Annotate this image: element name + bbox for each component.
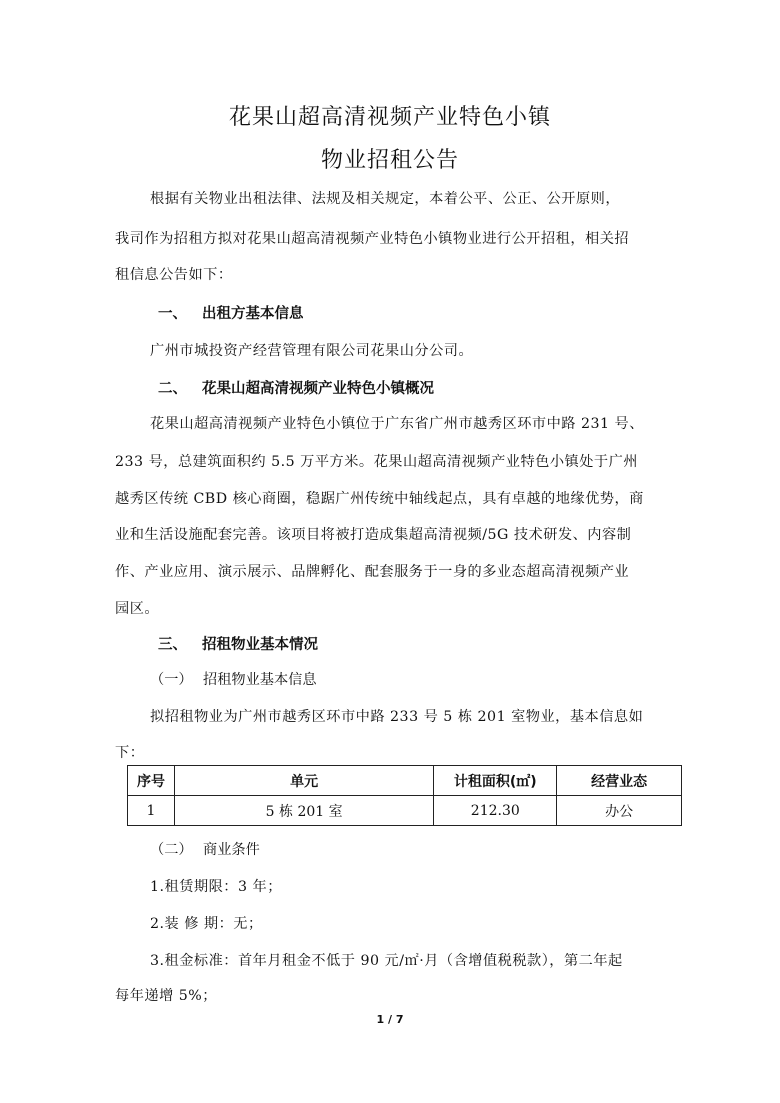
- cell-usage: 办公: [557, 796, 682, 826]
- property-line: 下：: [115, 745, 145, 761]
- overview-line: 作、产业应用、演示展示、品牌孵化、配套服务于一身的多业态超高清视频产业: [115, 564, 630, 580]
- cell-unit: 5 栋 201 室: [174, 796, 433, 826]
- subsection-number: （二）: [150, 842, 193, 858]
- term-item: 1.租赁期限：3 年；: [150, 879, 282, 895]
- doc-title-line1: 花果山超高清视频产业特色小镇: [228, 105, 551, 130]
- table-row: [128, 796, 682, 826]
- property-table: [127, 765, 682, 826]
- property-line: 拟招租物业为广州市越秀区环市中路 233 号 5 栋 201 室物业，基本信息如: [150, 709, 644, 725]
- overview-line: 业和生活设施配套完善。该项目将被打造成集超高清视频/5G 技术研发、内容制: [115, 527, 632, 543]
- section-heading-1: [158, 302, 304, 323]
- overview-line: 园区。: [115, 601, 160, 617]
- cell-area: 212.30: [434, 796, 557, 826]
- subsection-heading-2: [150, 839, 260, 859]
- section-title: 花果山超高清视频产业特色小镇概况: [202, 381, 434, 397]
- overview-line: 花果山超高清视频产业特色小镇位于广东省广州市越秀区环市中路 231 号、: [150, 416, 644, 432]
- cell-index: 1: [128, 796, 175, 826]
- subsection-heading-1: [150, 669, 317, 689]
- section-number: 二、: [158, 381, 187, 397]
- term-item: 3.租金标准：首年月租金不低于 90 元/㎡·月（含增值税税款），第二年起: [150, 953, 623, 969]
- section-heading-3: [158, 633, 318, 654]
- doc-title-line2: 物业招租公告: [320, 148, 459, 173]
- section-heading-2: [158, 377, 434, 398]
- col-header-unit: 单元: [174, 766, 433, 796]
- section-number: 一、: [158, 306, 187, 322]
- page-number: 1 / 7: [376, 1013, 404, 1026]
- term-item-continuation: 每年递增 5%；: [115, 988, 217, 1004]
- subsection-number: （一）: [150, 672, 193, 688]
- subsection-title: 商业条件: [203, 842, 260, 858]
- overview-line: 233 号，总建筑面积约 5.5 万平方米。花果山超高清视频产业特色小镇处于广州: [115, 454, 638, 470]
- section-title: 招租物业基本情况: [202, 637, 318, 653]
- subsection-title: 招租物业基本信息: [203, 672, 317, 688]
- term-item: 2.装 修 期：无；: [150, 916, 263, 932]
- intro-line: 我司作为招租方拟对花果山超高清视频产业特色小镇物业进行公开招租，相关招: [115, 231, 630, 247]
- overview-line: 越秀区传统 CBD 核心商圈，稳踞广州传统中轴线起点，具有卓越的地缘优势，商: [115, 491, 644, 507]
- col-header-area: 计租面积(㎡): [434, 766, 557, 796]
- col-header-index: 序号: [128, 766, 175, 796]
- lessor-text: 广州市城投资产经营管理有限公司花果山分公司。: [150, 343, 474, 359]
- table-header-row: [128, 766, 682, 796]
- section-number: 三、: [158, 637, 187, 653]
- intro-line: 根据有关物业出租法律、法规及相关规定，本着公平、公正、公开原则，: [150, 191, 621, 207]
- intro-line: 租信息公告如下：: [115, 267, 233, 283]
- col-header-usage: 经营业态: [557, 766, 682, 796]
- section-title: 出租方基本信息: [202, 306, 304, 322]
